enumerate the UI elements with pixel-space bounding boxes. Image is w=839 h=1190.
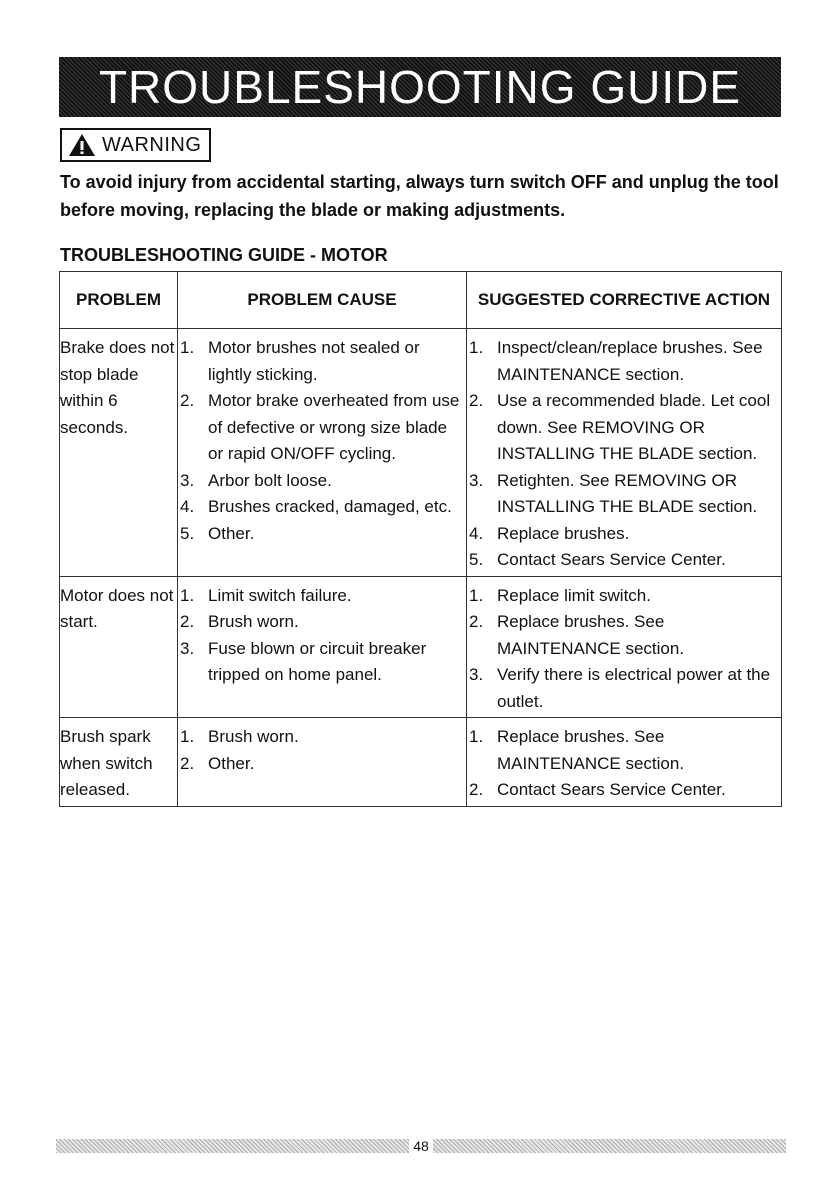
action-item [467, 521, 781, 548]
cause-item-number: 2. [180, 753, 195, 773]
action-item-text: Replace brushes. See MAINTENANCE section. [497, 727, 685, 773]
footer-bar-left [56, 1139, 409, 1153]
header-problem-cause: PROBLEM CAUSE [178, 272, 467, 329]
action-item-text: Replace brushes. [497, 523, 630, 543]
warning-label-box [60, 128, 211, 162]
cause-item-number: 2. [180, 612, 195, 631]
action-item [467, 724, 781, 777]
action-item [467, 388, 781, 468]
title-banner [59, 57, 781, 117]
action-item [467, 609, 781, 662]
cause-item-text: Brushes cracked, damaged, etc. [208, 497, 452, 516]
cause-item-number: 2. [180, 391, 195, 410]
action-item-number: 4. [469, 523, 484, 543]
action-item-text: Verify there is electrical power at the outlet. [497, 665, 771, 711]
action-item-text: Inspect/clean/replace brushes. See MAINTENANCE section. [497, 338, 763, 384]
action-item [467, 662, 781, 715]
action-list [467, 583, 781, 716]
cause-item [178, 636, 466, 689]
action-item-text: Contact Sears Service Center. [497, 780, 726, 799]
cause-item [178, 751, 466, 778]
action-cell [467, 576, 782, 718]
action-item-number: 5. [469, 550, 484, 569]
cause-item-text: Motor brushes not sealed or lightly sticking. [208, 338, 420, 384]
page-footer [56, 1137, 786, 1155]
header-corrective-action: SUGGESTED CORRECTIVE ACTION [467, 272, 782, 329]
cause-item [178, 494, 466, 521]
cause-item-text: Brush worn. [208, 727, 299, 746]
cause-item [178, 583, 466, 610]
cause-cell [178, 329, 467, 577]
problem-cell: Brake does not stop blade within 6 seconds. [60, 329, 178, 577]
cause-item [178, 521, 466, 548]
action-cell [467, 329, 782, 577]
cause-item-text: Arbor bolt loose. [208, 470, 332, 490]
action-item-text: Use a recommended blade. Let cool down. See REMOVING OR INSTALLING THE BLADE section. [497, 391, 771, 463]
table-row [60, 576, 782, 718]
page-title: TROUBLESHOOTING GUIDE [98, 61, 742, 113]
footer-bar-right [433, 1139, 786, 1153]
troubleshooting-table [59, 271, 782, 807]
action-list [467, 724, 781, 804]
action-item-number: 2. [469, 612, 484, 631]
action-item-number: 3. [469, 470, 484, 490]
cause-item-text: Brush worn. [208, 612, 299, 631]
action-item-number: 2. [469, 780, 484, 799]
action-item-number: 1. [469, 727, 484, 746]
cause-item-number: 1. [180, 727, 195, 746]
table-row [60, 329, 782, 577]
action-list [467, 335, 781, 574]
cause-list [178, 583, 466, 689]
cause-item [178, 609, 466, 636]
cause-item-number: 3. [180, 638, 195, 658]
action-item-text: Replace brushes. See MAINTENANCE section. [497, 612, 685, 658]
action-item-text: Retighten. See REMOVING OR INSTALLING THE BLADE section. [497, 470, 758, 516]
page-number: 48 [413, 1138, 429, 1154]
action-item-text: Contact Sears Service Center. [497, 550, 726, 569]
cause-item-number: 1. [180, 585, 195, 605]
header-problem: PROBLEM [60, 272, 178, 329]
cause-item [178, 335, 466, 388]
action-item [467, 335, 781, 388]
problem-cell: Brush spark when switch released. [60, 718, 178, 807]
cause-item [178, 724, 466, 751]
cause-item-number: 1. [180, 338, 195, 357]
section-heading: TROUBLESHOOTING GUIDE - MOTOR [60, 245, 388, 265]
cause-item [178, 388, 466, 468]
cause-list [178, 724, 466, 777]
cause-item-number: 3. [180, 470, 195, 490]
cause-item-text: Fuse blown or circuit breaker tripped on home panel. [208, 638, 427, 684]
cause-item [178, 468, 466, 495]
action-item [467, 468, 781, 521]
table-row [60, 718, 782, 807]
warning-label: WARNING [102, 133, 202, 156]
cause-item-text: Other. [208, 753, 255, 773]
cause-list [178, 335, 466, 547]
cause-item-text: Other. [208, 523, 255, 543]
cause-item-number: 4. [180, 497, 195, 516]
action-item [467, 777, 781, 804]
action-item-number: 2. [469, 391, 484, 410]
cause-item-number: 5. [180, 523, 195, 543]
cause-item-text: Motor brake overheated from use of defective or wrong size blade or rapid ON/OFF cycling. [208, 391, 460, 463]
action-item [467, 547, 781, 574]
cause-cell [178, 718, 467, 807]
problem-cell: Motor does not start. [60, 576, 178, 718]
warning-triangle-icon [68, 133, 96, 157]
warning-text: To avoid injury from accidental starting, always turn switch OFF and unplug the tool before moving, replacing the blade or making adjustments. [60, 172, 779, 220]
table-header-row [60, 272, 782, 329]
action-item [467, 583, 781, 610]
action-item-text: Replace limit switch. [497, 585, 651, 605]
cause-cell [178, 576, 467, 718]
action-item-number: 1. [469, 585, 484, 605]
cause-item-text: Limit switch failure. [208, 585, 352, 605]
action-item-number: 3. [469, 665, 484, 684]
action-cell [467, 718, 782, 807]
action-item-number: 1. [469, 338, 484, 357]
